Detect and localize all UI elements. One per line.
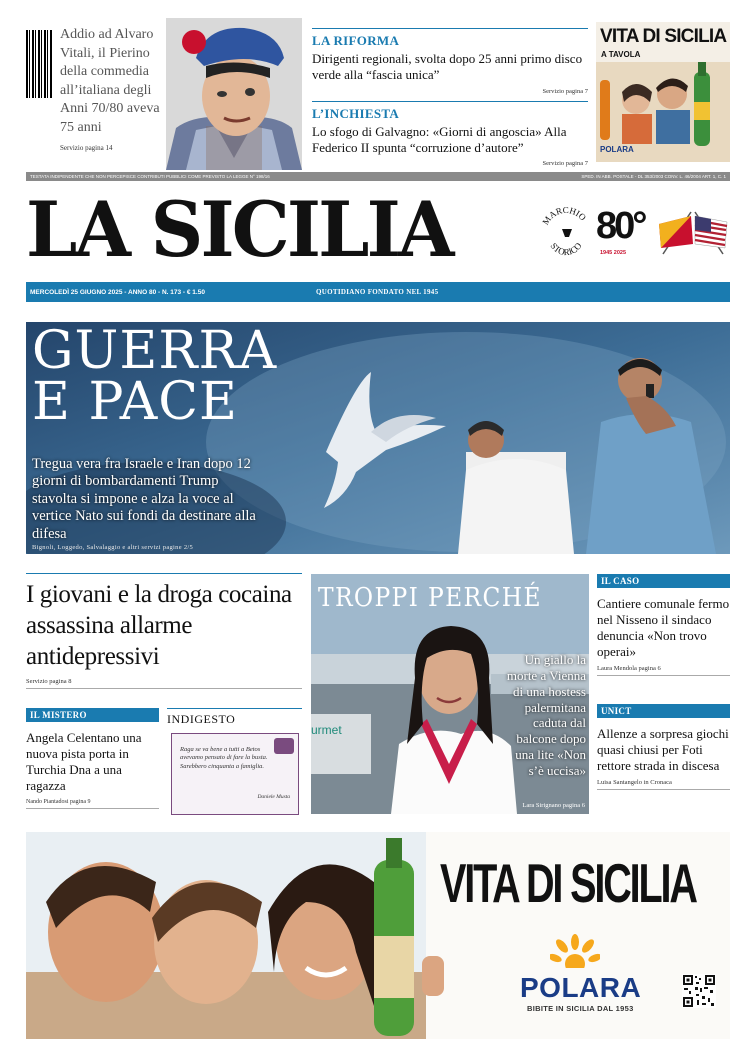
droga-story	[26, 573, 302, 689]
center-story-title[interactable]: TROPPI PERCHÉ	[318, 583, 542, 613]
unict-kicker: UNICT	[597, 704, 730, 718]
il-caso-credit: Laura Mendola pagina 6	[597, 665, 730, 676]
il-caso-headline[interactable]: Cantiere comunale fermo nel Nisseno il sindaco denuncia «Non trovo operai»	[597, 596, 730, 659]
small-ad-title: VITA DI SICILIA	[600, 26, 727, 47]
unict-story	[597, 704, 730, 790]
droga-credit: Servizio pagina 8	[26, 678, 302, 689]
svg-text:STORICO: STORICO	[548, 240, 584, 258]
small-ad-subtitle: A TAVOLA	[601, 50, 641, 59]
date-bar	[26, 282, 730, 302]
center-story-credit: Lara Sirignano pagina 6	[522, 802, 585, 809]
droga-headline[interactable]: I giovani e la droga cocaina assassina allarme antidepressivi	[26, 581, 292, 670]
mistero-kicker: IL MISTERO	[26, 708, 159, 722]
big-ad-brand: POLARA	[520, 972, 642, 1003]
inchiesta-credit: Servizio pagina 7	[542, 160, 588, 167]
vitali-credit: Servizio pagina 14	[60, 144, 113, 152]
mistero-headline[interactable]: Angela Celentano una nuova pista porta in Turchia Dna a una ragazza	[26, 730, 142, 793]
svg-text:urmet: urmet	[311, 723, 342, 737]
small-ad-brand: POLARA	[600, 145, 634, 154]
lead-title-line2: E PACE	[32, 371, 239, 432]
center-story-text[interactable]: Un giallo la morte a Vienna di una hostess palermitana caduta dal balcone dopo una lite «Non s’è uccisa»	[506, 652, 586, 779]
lead-title[interactable]	[32, 321, 278, 432]
indigesto-quote: Raga se va bene a tutti a Betos avevamo pensato di fare la busta. Sarebbero cinquanta a famiglia.	[180, 746, 268, 770]
unict-credit: Luisa Santangelo in Cronaca	[597, 779, 730, 790]
legal-strip	[26, 172, 730, 181]
indigesto-signature: Daniele Musta	[257, 794, 290, 800]
flags-icon	[655, 208, 731, 256]
lead-title-line1: GUERRA	[32, 321, 278, 381]
unict-headline[interactable]: Allenze a sorpresa giochi quasi chiusi per Foti rettore strada in discesa	[597, 726, 729, 773]
big-ad-tagline: BIBITE IN SICILIA DAL 1953	[527, 1004, 634, 1013]
svg-text:MARCHIO: MARCHIO	[540, 204, 589, 227]
legal-strip-left: TESTATA INDIPENDENTE CHE NON PERCEPISCE CONTRIBUTI PUBBLICI COME PREVISTO LA LEGGE N° 198/16	[30, 173, 270, 179]
il-caso-story	[597, 574, 730, 676]
chat-bubble-icon	[274, 738, 294, 754]
teaser-column	[312, 28, 588, 167]
mistero-credit: Nando Piantadosi pagina 9	[26, 799, 159, 809]
issue-date: MERCOLEDÌ 25 GIUGNO 2025 - ANNO 80 - N. 173 - € 1.50	[30, 288, 205, 296]
anniversary-dates: 1945 2025	[600, 250, 626, 256]
polara-sun-icon	[550, 934, 600, 968]
inchiesta-kicker: L’INCHIESTA	[312, 101, 588, 122]
lead-subhead[interactable]: Tregua vera fra Israele e Iran dopo 12 giorni di bombardamenti Trump stavolta si impone e alza la voce al vertice Nato sui fondi da destinare alla difesa	[32, 456, 256, 542]
indigesto-label: INDIGESTO	[167, 712, 236, 726]
indigesto-box	[167, 708, 302, 816]
riforma-kicker: LA RIFORMA	[312, 28, 588, 49]
il-caso-kicker: IL CASO	[597, 574, 730, 588]
legal-strip-right: SPED. IN ABB. POSTALE - DL 353/2003 CONV. L. 46/2004 ART. 1, C. 1	[581, 173, 726, 179]
mistero-story	[26, 708, 159, 809]
marchio-storico-seal	[538, 203, 594, 259]
barcode	[26, 30, 52, 98]
indigesto-card[interactable]	[171, 733, 299, 815]
riforma-credit: Servizio pagina 7	[542, 87, 588, 95]
qr-code-icon[interactable]	[682, 974, 716, 1008]
inchiesta-headline[interactable]: Lo sfogo di Galvagno: «Giorni di angoscia» Alla Federico II spunta “corruzione d’autore”	[312, 123, 567, 155]
big-ad-title: VITA DI SICILIA	[440, 852, 696, 914]
founded-line: QUOTIDIANO FONDATO NEL 1945	[316, 288, 439, 296]
lead-credit: Bignoli, Loggedo, Salvalaggio e altri servizi pagine 2/5	[32, 544, 194, 551]
anniversary-logo: 80°	[596, 205, 645, 247]
vitali-portrait-image[interactable]	[166, 18, 302, 170]
vitali-teaser-text[interactable]: Addio ad Alvaro Vitali, il Pierino della commedia all’italiana degli Anni 70/80 aveva 75 anni	[60, 27, 160, 136]
masthead-title[interactable]: LA SICILIA	[26, 185, 452, 274]
riforma-headline[interactable]: Dirigenti regionali, svolta dopo 25 anni primo disco verde alla “fascia unica”	[312, 51, 583, 83]
